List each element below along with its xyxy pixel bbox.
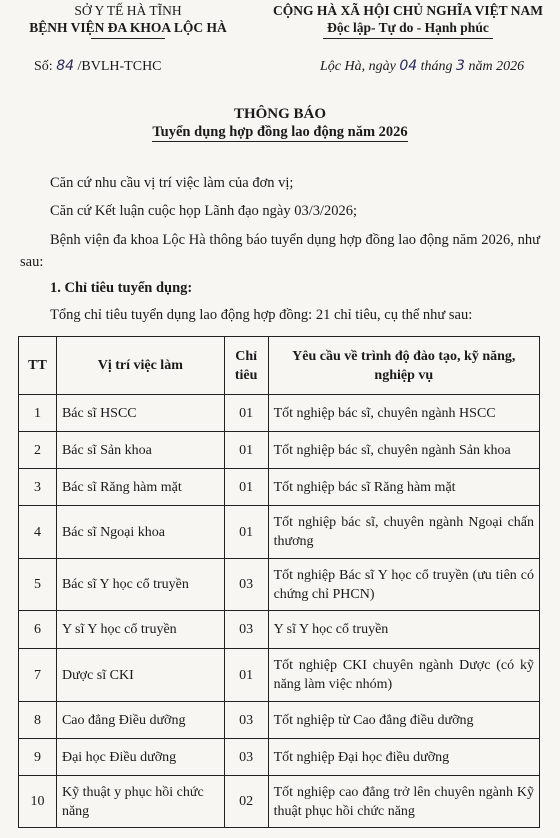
row-tt: 3 [19, 469, 57, 506]
document-number: Số: 84 /BVLH-TCHC [34, 58, 162, 74]
recruitment-table [18, 336, 540, 828]
table-row [19, 395, 540, 432]
section-heading: 1. Chỉ tiêu tuyển dụng: [50, 280, 193, 296]
announcement-paragraph: Bệnh viện đa khoa Lộc Hà thông báo tuyển dụng hợp đồng lao động năm 2026, như sau: [20, 232, 540, 270]
row-position: Đại học Điều dưỡng [56, 739, 224, 776]
hospital-name: BỆNH VIỆN ĐA KHOA LỘC HÀ [29, 20, 227, 35]
row-requirement: Tốt nghiệp bác sĩ, chuyên ngành Sản khoa [268, 432, 539, 469]
row-position: Bác sĩ Răng hàm mặt [56, 469, 224, 506]
row-position: Bác sĩ Y học cổ truyền [56, 559, 224, 611]
handwritten-day: 04 [399, 58, 418, 74]
row-position: Dược sĩ CKI [56, 649, 224, 702]
department-name: SỞ Y TẾ HÀ TĨNH [74, 3, 182, 18]
row-position: Kỹ thuật y phục hồi chức năng [56, 776, 224, 828]
row-quota: 01 [224, 469, 268, 506]
row-requirement: Tốt nghiệp CKI chuyên ngành Dược (có kỹ năng làm việc nhóm) [268, 649, 539, 702]
header-left-rule [91, 38, 165, 39]
row-quota: 03 [224, 739, 268, 776]
header-tt: TT [19, 337, 57, 395]
national-header [262, 2, 554, 39]
row-position: Bác sĩ Sản khoa [56, 432, 224, 469]
row-quota: 03 [224, 611, 268, 649]
handwritten-number: 84 [56, 58, 75, 74]
issuing-organization [8, 2, 248, 39]
row-requirement: Tốt nghiệp bác sĩ, chuyên ngành HSCC [268, 395, 539, 432]
table-row [19, 611, 540, 649]
table-row [19, 559, 540, 611]
row-quota: 01 [224, 395, 268, 432]
document-title: THÔNG BÁO [233, 106, 327, 122]
table-row [19, 506, 540, 559]
row-tt: 10 [19, 776, 57, 828]
header-requirement: Yêu cầu về trình độ đào tạo, kỹ năng, nghiệp vụ [268, 337, 539, 395]
row-tt: 6 [19, 611, 57, 649]
row-tt: 8 [19, 702, 57, 739]
header-position: Vị trí việc làm [56, 337, 224, 395]
row-requirement: Tốt nghiệp bác sĩ Răng hàm mặt [268, 469, 539, 506]
row-requirement: Tốt nghiệp cao đẳng trở lên chuyên ngành Kỹ thuật phục hồi chức năng [268, 776, 539, 828]
row-tt: 7 [19, 649, 57, 702]
country-name: CỘNG HÀ XÃ HỘI CHỦ NGHĨA VIỆT NAM [273, 3, 543, 18]
row-position: Bác sĩ Ngoại khoa [56, 506, 224, 559]
row-requirement: Tốt nghiệp từ Cao đẳng điều dưỡng [268, 702, 539, 739]
table-row [19, 469, 540, 506]
basis-paragraph-1: Căn cứ nhu cầu vị trí việc làm của đơn vị; [50, 175, 294, 191]
table-row [19, 649, 540, 702]
row-requirement: Y sĩ Y học cổ truyền [268, 611, 539, 649]
row-position: Cao đẳng Điều dưỡng [56, 702, 224, 739]
table-row [19, 702, 540, 739]
row-requirement: Tốt nghiệp Đại học điều dưỡng [268, 739, 539, 776]
quota-summary: Tổng chỉ tiêu tuyển dụng lao động hợp đồng: 21 chỉ tiêu, cụ thể như sau: [50, 307, 473, 323]
row-tt: 5 [19, 559, 57, 611]
row-position: Bác sĩ HSCC [56, 395, 224, 432]
national-motto: Độc lập- Tự do - Hạnh phúc [327, 20, 489, 35]
row-tt: 9 [19, 739, 57, 776]
row-quota: 01 [224, 432, 268, 469]
table-row [19, 432, 540, 469]
row-quota: 03 [224, 559, 268, 611]
row-tt: 4 [19, 506, 57, 559]
handwritten-month: 3 [456, 58, 465, 74]
header-right-rule [323, 38, 493, 39]
header-quota: Chỉ tiêu [224, 337, 268, 395]
row-quota: 01 [224, 649, 268, 702]
table-header-row [19, 337, 540, 395]
row-requirement: Tốt nghiệp bác sĩ, chuyên ngành Ngoại chấn thương [268, 506, 539, 559]
table-row [19, 739, 540, 776]
row-requirement: Tốt nghiệp Bác sĩ Y học cổ truyền (ưu tiên có chứng chỉ PHCN) [268, 559, 539, 611]
issue-date: Lộc Hà, ngày 04 tháng 3 năm 2026 [320, 58, 525, 74]
row-tt: 1 [19, 395, 57, 432]
basis-paragraph-2: Căn cứ Kết luận cuộc họp Lãnh đạo ngày 03/3/2026; [50, 203, 358, 219]
row-quota: 01 [224, 506, 268, 559]
row-quota: 02 [224, 776, 268, 828]
row-quota: 03 [224, 702, 268, 739]
row-tt: 2 [19, 432, 57, 469]
row-position: Y sĩ Y học cổ truyền [56, 611, 224, 649]
document-subtitle: Tuyển dụng hợp đồng lao động năm 2026 [152, 124, 408, 140]
table-row [19, 776, 540, 828]
